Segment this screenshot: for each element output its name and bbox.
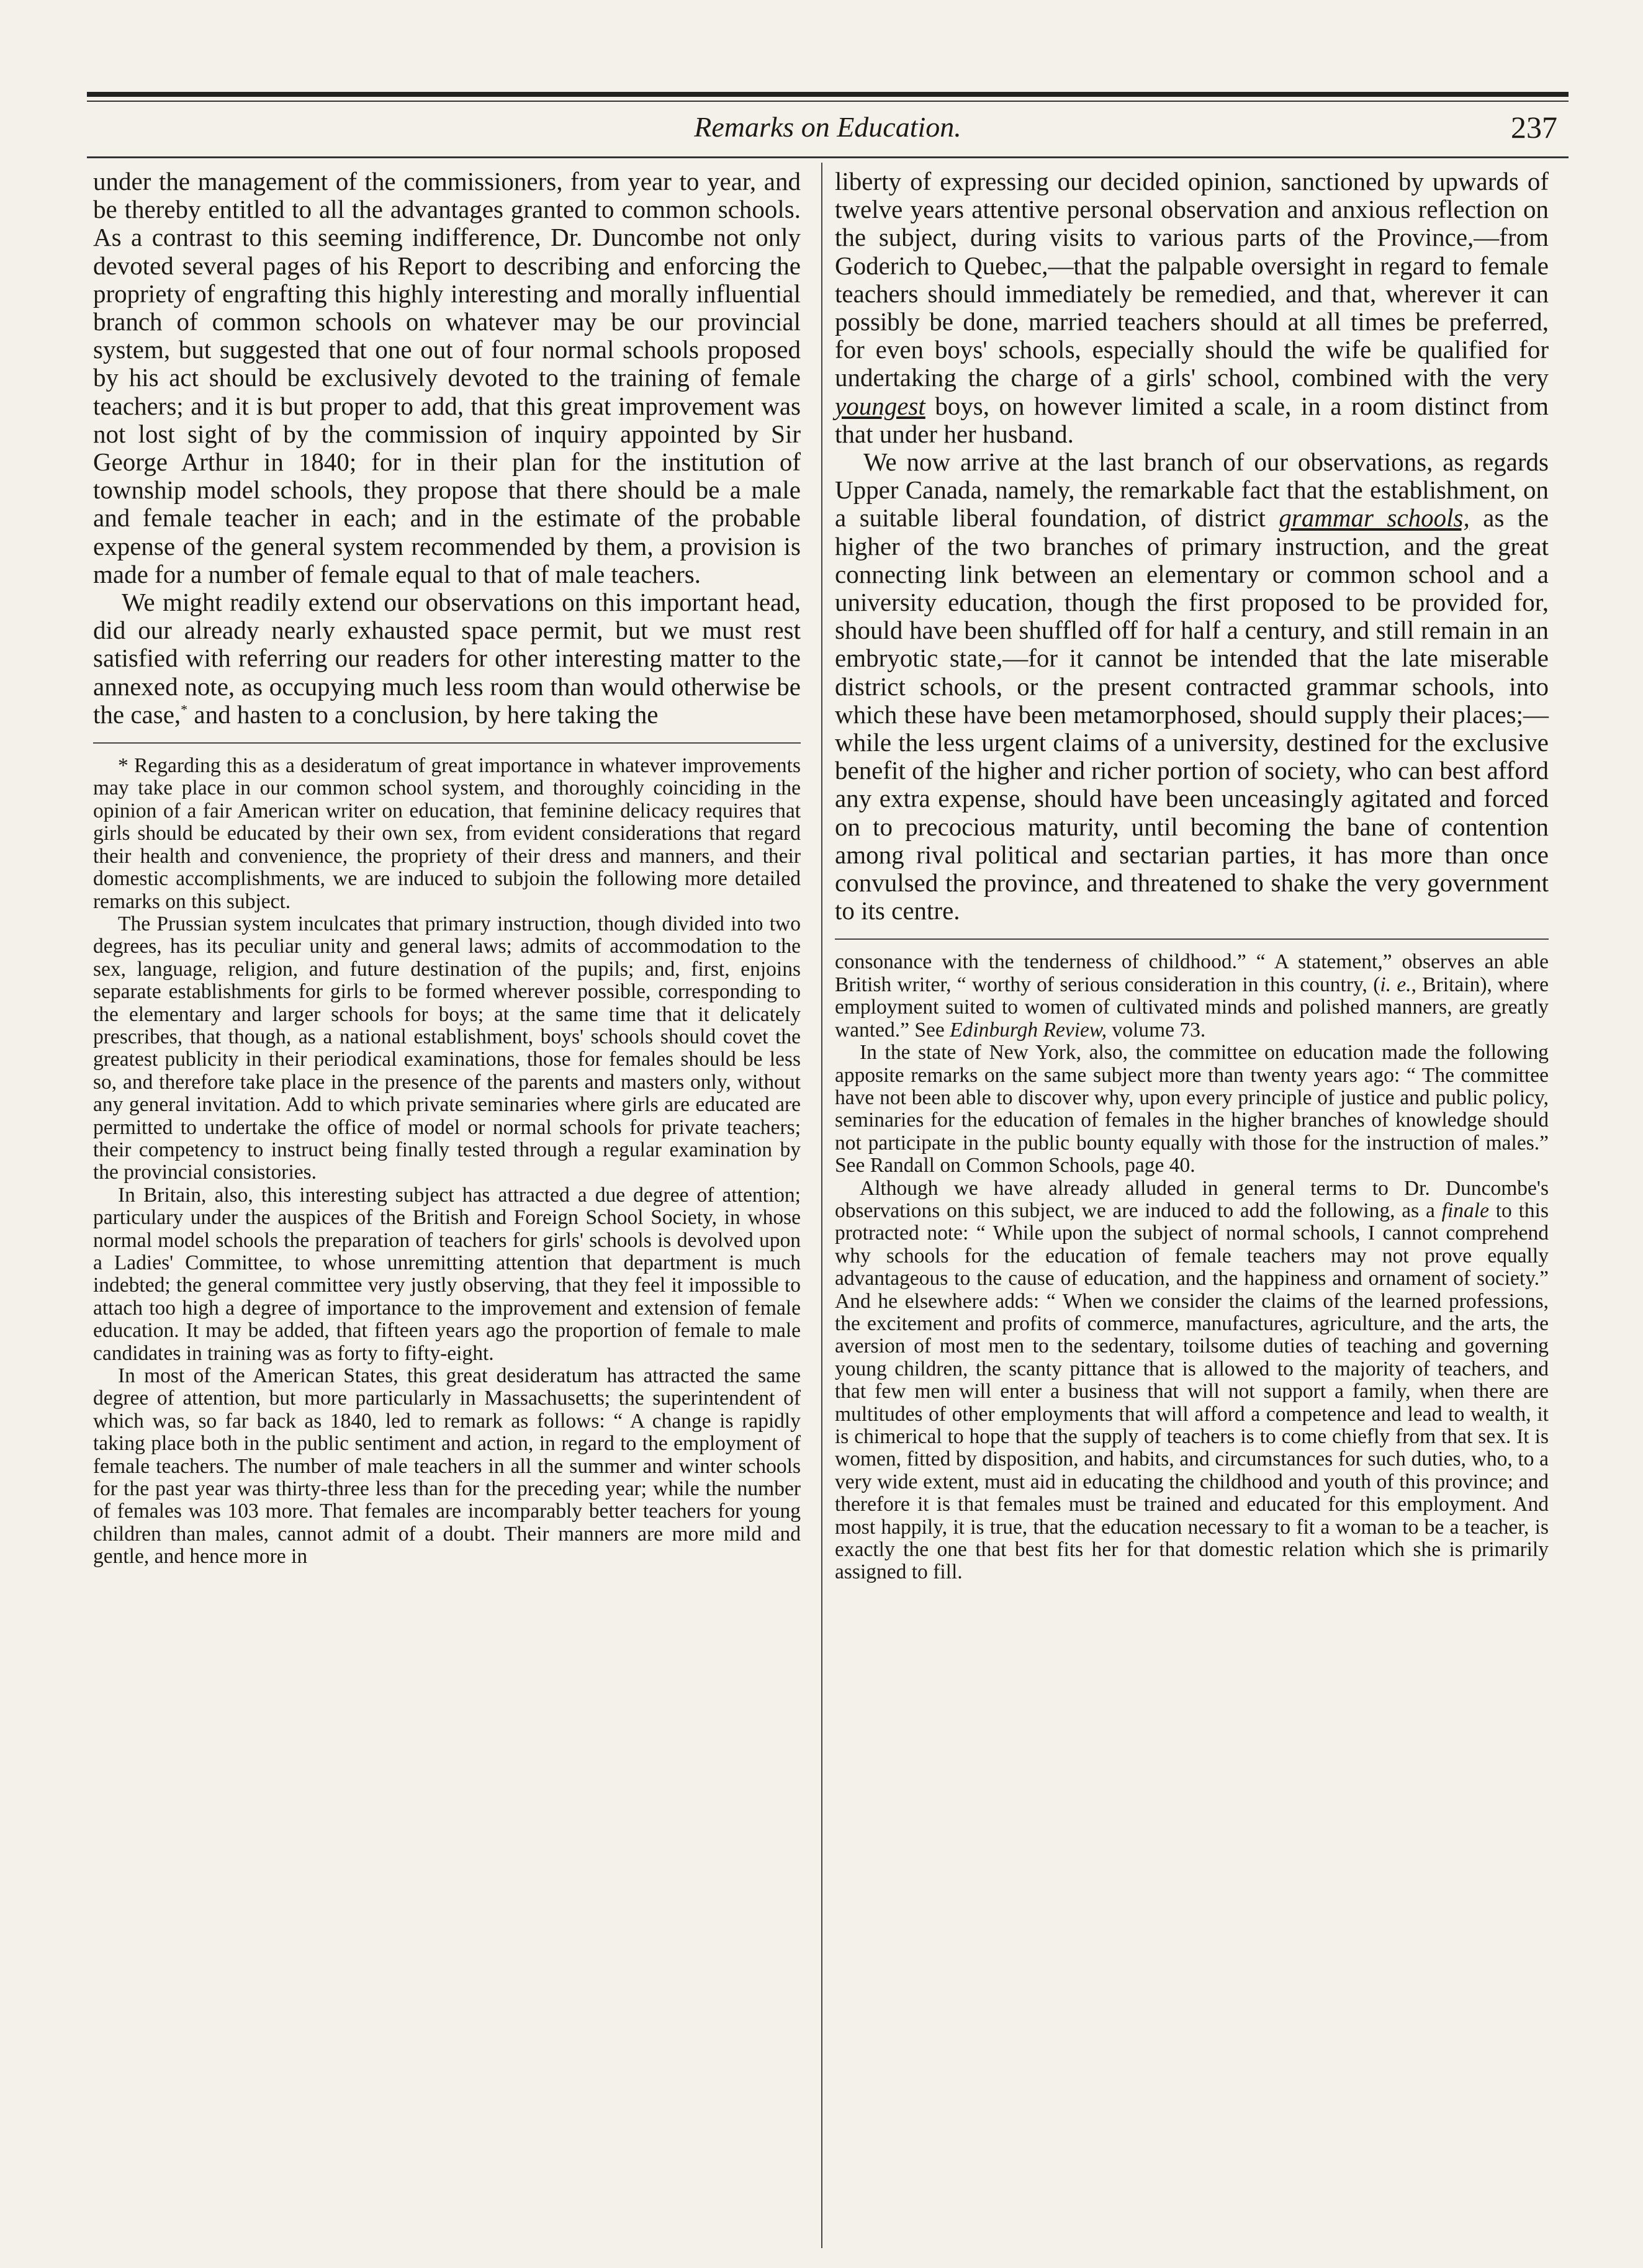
footnote-rule-left — [93, 742, 801, 744]
footnote-1-text: Regarding this as a desideratum of great importance in whatever improvements may take place in our common school system, and thoroughly coinciding in the opinion of a fair American writer on education, that feminine delicacy requires that girls should be educated by their own sex, from evident considerations that regard their health and convenience, the propriety of their dress and manners, and their domestic accomplishments, we are induced to subjoin the following more detailed remarks on this subject. — [93, 754, 801, 913]
right-body-paragraph-1-text-a: liberty of expressing our decided opinion, sanctioned by upwards of twelve years attentive personal observation and anxious reflection on the subject, during visits to various parts of the Province,—from Goderich to Quebec,—that the palpable oversight in regard to female teachers should immediately be remedied, and that, wherever it can possibly be done, married teachers should at all times be preferred, for even boys' schools, especially should the wife be qualified for undertaking the charge of a girls' school, combined with the very — [835, 167, 1549, 392]
footnote-duncombe-text-a: Although we have already alluded in general terms to Dr. Duncombe's observations on this subject, we are induced to add the following, as a — [835, 1176, 1549, 1222]
page-number: 237 — [1511, 110, 1557, 145]
top-rule-thin — [87, 101, 1569, 102]
emphasis-ie: i. e. — [1380, 973, 1411, 996]
emphasis-finale: finale — [1441, 1199, 1489, 1222]
right-column — [835, 168, 1549, 1584]
right-body-paragraph-1-text-b: boys, on however limited a scale, in a room distinct from that under her husband. — [835, 391, 1549, 448]
left-body-paragraph-2 — [93, 588, 801, 729]
citation-edinburgh-review: Edinburgh Review, — [950, 1018, 1107, 1042]
emphasis-grammar-schools: grammar schools, — [1279, 503, 1470, 533]
footnote-continuation-text-c: volume 73. — [1107, 1018, 1206, 1042]
left-body-paragraph-2-text-b: and hasten to a conclusion, by here taking the — [187, 700, 659, 729]
footnote-continuation-paragraph — [835, 951, 1549, 1042]
left-body-paragraph-1: under the management of the commissioners, from year to year, and be thereby entitled to all the advantages granted to common schools. As a contrast to this seeming indifference, Dr. Duncombe not only devoted several pages of his Report to describing and enforcing the propriety of engrafting this highly interesting and morally influential branch of common schools on whatever may be our provincial system, but suggested that one out of four normal schools proposed by his act should be exclusively devoted to the training of female teachers; and it is but proper to add, that this great improvement was not lost sight of by the commission of inquiry appointed by Sir George Arthur in 1840; for in their plan for the institution of township model schools, they propose that there should be a male and female teacher in each; and in the estimate of the probable expense of the general system recommended by them, a provision is made for a number of female equal to that of male teachers. — [93, 167, 801, 588]
footnote-paragraph-2: The Prussian system inculcates that primary instruction, though divided into two degrees, has its peculiar unity and general laws; admits of accommodation to the sex, language, religion, and future destination of the pupils; and, first, enjoins separate establishments for girls to be formed wherever possible, corresponding to the elementary and larger schools for boys; at the same time that it delicately prescribes, that though, as a national establishment, boys' schools should covet the greatest publicity in their periodical examinations, those for females should be less so, and therefore take place in the presence of the parents and masters only, without any general invitation. Add to which private seminaries where girls are educated are permitted to undertake the office of model or normal schools for private teachers; their competency to instruct being finally tested through a regular examination by the provincial consistories. — [93, 912, 801, 1184]
running-head: Remarks on Education. — [694, 111, 961, 143]
right-body-paragraph-2-text-b: as the higher of the two branches of primary instruction, and the great connecting link between an elementary or common school and a university education, though the first proposed to be provided for, should have been shuffled off for half a century, and still remain in an embryotic state,—for it cannot be intended that the late miserable district schools, or the present contracted grammar schools, into which these have been metamorphosed, should supply their places;—while the less urgent claims of a university, destined for the exclusive benefit of the higher and richer portion of society, who can best afford any extra expense, should have been unceasingly agitated and forced on to precocious maturity, until becoming the bane of contention among rival political and sectarian parties, it has more than once convulsed the province, and threatened to shake the very government to its centre. — [835, 503, 1549, 925]
left-column — [93, 168, 801, 1568]
footnote-duncombe-paragraph — [835, 1177, 1549, 1584]
footnote-continuation-text-b: , Britain), where employment suited to women of cultivated minds and polished manners, are greatly wanted.” See — [835, 973, 1549, 1042]
right-body-paragraph-2-text-a: We now arrive at the last branch of our observations, as regards Upper Canada, namely, the remarkable fact that the establishment, on a suitable liberal foundation, of district — [835, 448, 1549, 533]
footnote-rule-right — [835, 938, 1549, 940]
emphasis-youngest: youngest — [835, 391, 925, 420]
footnote-1-marker: * — [118, 754, 128, 778]
top-rule — [87, 92, 1569, 97]
page-header — [87, 107, 1569, 150]
header-rule — [87, 156, 1569, 158]
footnote-continuation-text-a: consonance with the tenderness of childhood.” “ A statement,” observes an able British writer, “ worthy of serious consideration in this country, ( — [835, 950, 1549, 996]
footnote-paragraph-3: In Britain, also, this interesting subject has attracted a due degree of attention; particulary under the auspices of the British and Foreign School Society, in whose normal model schools the preparation of teachers for girls' schools is devolved upon a Ladies' Committee, to whose unremitting attention that department is much indebted; the general committee very justly observing, that they feel it impossible to attach too high a degree of importance to the improvement and extension of female education. It may be added, that fifteen years ago the proportion of female to male candidates in training was as forty to fifty-eight. — [93, 1183, 801, 1365]
footnote-new-york-paragraph: In the state of New York, also, the committee on education made the following apposite remarks on the same subject more than twenty years ago: “ The committee have not been able to discover why, upon every principle of justice and public policy, seminaries for the education of females in the higher branches of knowledge should not participate in the public bounty equally with those for the instruction of males.” See Randall on Common Schools, page 40. — [835, 1041, 1549, 1177]
footnote-paragraph-4: In most of the American States, this great desideratum has attracted the same degree of attention, but more particularly in Massachusetts; the superintendent of which was, so far back as 1840, led to remark as follows: “ A change is rapidly taking place both in the public sentiment and action, in regard to the employment of female teachers. The number of male teachers in all the summer and winter schools for the past year was thirty-three less than for the preceding year; while the number of females was 103 more. That females are incomparably better teachers for young children than males, cannot admit of a doubt. Their manners are more mild and gentle, and hence more in — [93, 1364, 801, 1568]
right-body-paragraph-1 — [835, 168, 1549, 448]
column-divider — [821, 163, 822, 2248]
left-body-paragraph-2-text-a: We might readily extend our observations on this important head, did our already nearly exhausted space permit, but we must rest satisfied with referring our readers for other interesting matter to the annexed note, as occupying much less room than would otherwise be the case, — [93, 588, 801, 729]
footnote-marker: * — [181, 701, 188, 718]
right-body-paragraph-2 — [835, 448, 1549, 925]
footnote-duncombe-text-b: to this protracted note: “ While upon the subject of normal schools, I cannot comprehend why schools for the education of female teachers may not prove equally advantageous to the cause of education, and the happiness and ornament of society.” And he elsewhere adds: “ When we consider the claims of the learned professions, the excitement and profits of commerce, manufactures, agriculture, and the arts, the aversion of most men to the sedentary, toilsome duties of teaching and governing young children, the scanty pittance that is allowed to the majority of teachers, and that few men will enter a business that will not support a family, when there are multitudes of other employments that will afford a competence and lead to wealth, it is chimerical to hope that the supply of teachers is to come chiefly from that sex. It is women, fitted by disposition, and habits, and circumstances for such duties, who, to a very wide extent, must aid in educating the childhood and youth of this province; and therefore it is that females must be trained and educated for this employment. And most happily, it is true, that the education necessary to fit a woman to be a teacher, is exactly the one that best fits her for that domestic relation which she is primarily assigned to fill. — [835, 1199, 1549, 1584]
footnote-paragraph-1 — [93, 755, 801, 913]
